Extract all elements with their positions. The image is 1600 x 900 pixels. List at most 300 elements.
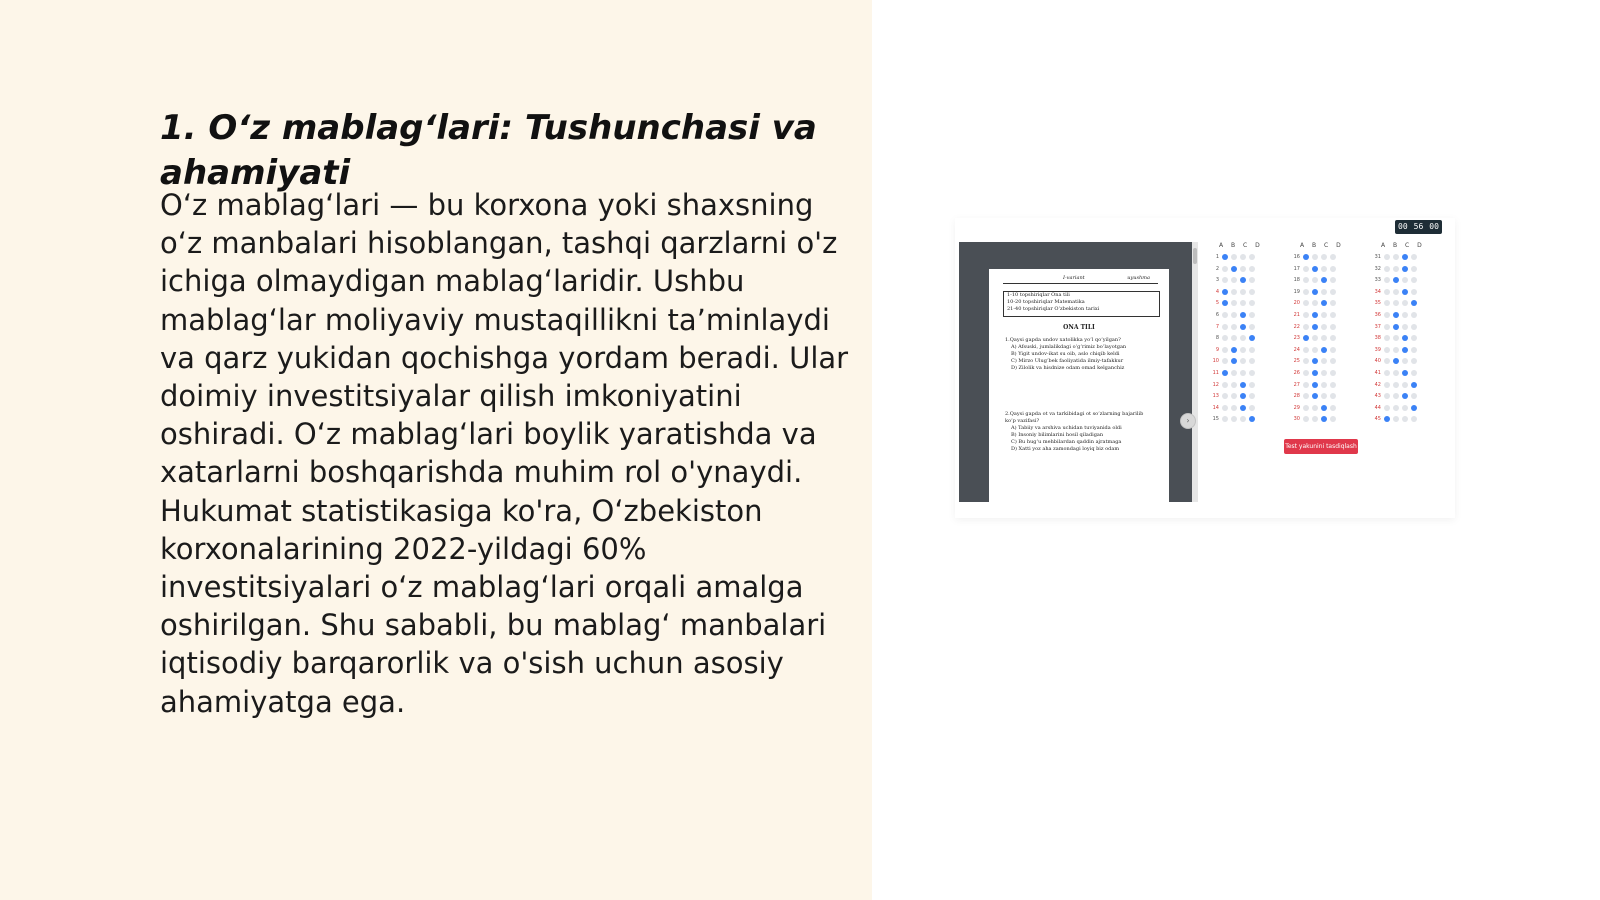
answer-options-header: A B C D [1381, 242, 1425, 249]
answer-row [1207, 322, 1258, 332]
answer-bubble[interactable] [1240, 416, 1246, 422]
question-number: 30 [1293, 416, 1300, 423]
answer-bubble[interactable] [1222, 370, 1228, 376]
answer-bubble[interactable] [1402, 324, 1408, 330]
timer-minutes: 56 [1413, 222, 1424, 231]
answer-bubble[interactable] [1240, 266, 1246, 272]
answer-bubble[interactable] [1384, 370, 1390, 376]
answer-bubble[interactable] [1330, 382, 1336, 388]
answer-bubble[interactable] [1231, 300, 1237, 306]
answer-bubble[interactable] [1312, 266, 1318, 272]
answer-row [1369, 275, 1420, 285]
answer-bubble[interactable] [1222, 289, 1228, 295]
schedule-row: 1-10 topshiriqlar Ona tili [1007, 292, 1070, 298]
answer-bubble[interactable] [1303, 266, 1309, 272]
answer-bubble[interactable] [1384, 405, 1390, 411]
answer-bubble[interactable] [1321, 358, 1327, 364]
answer-bubble[interactable] [1312, 335, 1318, 341]
answer-bubble[interactable] [1330, 393, 1336, 399]
answer-bubble[interactable] [1330, 347, 1336, 353]
answer-bubble[interactable] [1321, 347, 1327, 353]
answer-bubble[interactable] [1249, 254, 1255, 260]
answer-bubble[interactable] [1303, 277, 1309, 283]
question-number: 2 [1215, 265, 1219, 272]
answer-bubble[interactable] [1384, 254, 1390, 260]
answer-bubble[interactable] [1402, 370, 1408, 376]
answer-bubble[interactable] [1384, 382, 1390, 388]
question-option: A) Tabiiy va arshiva uchidan tuviyanida oldi [1011, 425, 1122, 431]
answer-row [1207, 252, 1258, 262]
answer-row [1369, 391, 1420, 401]
answer-row [1288, 368, 1339, 378]
answer-bubble[interactable] [1312, 300, 1318, 306]
answer-row [1288, 298, 1339, 308]
answer-row [1369, 345, 1420, 355]
answer-row [1207, 380, 1258, 390]
question-option: B) Yigit undov-ikat su oib, aslo chiqib keldi [1011, 351, 1120, 357]
answer-bubble[interactable] [1402, 393, 1408, 399]
answer-bubble[interactable] [1222, 358, 1228, 364]
answer-bubble[interactable] [1393, 335, 1399, 341]
question-number: 23 [1293, 335, 1300, 342]
answer-row [1207, 287, 1258, 297]
question-number: 1 [1215, 254, 1219, 260]
answer-bubble[interactable] [1330, 254, 1336, 260]
answer-row [1369, 380, 1420, 390]
answer-bubble[interactable] [1321, 254, 1327, 260]
answer-bubble[interactable] [1303, 254, 1309, 260]
answer-bubble[interactable] [1402, 347, 1408, 353]
answer-row [1288, 356, 1339, 366]
answer-bubble[interactable] [1411, 277, 1417, 283]
answer-bubble[interactable] [1321, 416, 1327, 422]
answer-bubble[interactable] [1384, 393, 1390, 399]
answer-bubble[interactable] [1222, 312, 1228, 318]
answer-bubble[interactable] [1402, 289, 1408, 295]
answer-bubble[interactable] [1411, 335, 1417, 341]
answer-bubble[interactable] [1393, 405, 1399, 411]
answer-bubble[interactable] [1330, 335, 1336, 341]
answer-row [1288, 275, 1339, 285]
answer-bubble[interactable] [1303, 300, 1309, 306]
finish-test-button[interactable]: Test yakunini tasdiqlash [1284, 439, 1358, 454]
answer-bubble[interactable] [1402, 405, 1408, 411]
answer-bubble[interactable] [1384, 358, 1390, 364]
question-number: 27 [1293, 381, 1300, 388]
schedule-table [1003, 291, 1160, 317]
answer-row [1369, 368, 1420, 378]
answer-bubble[interactable] [1249, 312, 1255, 318]
answer-bubble[interactable] [1384, 277, 1390, 283]
answer-bubble[interactable] [1384, 312, 1390, 318]
answer-bubble[interactable] [1393, 254, 1399, 260]
question-number: 42 [1374, 381, 1381, 388]
page-header [1003, 277, 1158, 284]
answer-bubble[interactable] [1393, 382, 1399, 388]
question-number: 38 [1374, 335, 1381, 342]
viewer-scrollbar[interactable] [1192, 242, 1198, 502]
answer-bubble[interactable] [1312, 358, 1318, 364]
question-option: B) Insoniy bilimlarini hosil qiladigan [1011, 432, 1104, 438]
question-number: 10 [1212, 358, 1219, 365]
question-option: C) Mirzo Ulug‘bek faoliyatida ilmiy-tafakkur [1011, 358, 1124, 364]
question-1-text: 1.Qaysi gapda undov xatolikka yo‘l qo‘yilgan? [1005, 337, 1121, 343]
answer-bubble[interactable] [1411, 405, 1417, 411]
answer-bubble[interactable] [1384, 335, 1390, 341]
question-number: 39 [1374, 346, 1381, 353]
answer-row [1207, 264, 1258, 274]
question-number: 40 [1374, 358, 1381, 365]
slide-heading: 1. O‘z mablag‘lari: Tushunchasi va ahamiyati [160, 108, 817, 193]
question-2 [1005, 411, 1155, 453]
question-number: 32 [1374, 265, 1381, 272]
answer-bubble[interactable] [1240, 300, 1246, 306]
answer-bubble[interactable] [1303, 416, 1309, 422]
answer-bubble[interactable] [1303, 393, 1309, 399]
answer-bubble[interactable] [1393, 266, 1399, 272]
answer-bubble[interactable] [1321, 370, 1327, 376]
answer-bubble[interactable] [1240, 382, 1246, 388]
answer-bubble[interactable] [1312, 370, 1318, 376]
answer-bubble[interactable] [1240, 358, 1246, 364]
answer-bubble[interactable] [1222, 405, 1228, 411]
answer-bubble[interactable] [1312, 405, 1318, 411]
answer-bubble[interactable] [1393, 393, 1399, 399]
answer-bubble[interactable] [1249, 324, 1255, 330]
question-number: 26 [1293, 370, 1300, 376]
answer-bubble[interactable] [1240, 370, 1246, 376]
answer-bubble[interactable] [1240, 405, 1246, 411]
answer-bubble[interactable] [1312, 324, 1318, 330]
answer-bubble[interactable] [1222, 382, 1228, 388]
answer-row [1369, 322, 1420, 332]
answer-bubble[interactable] [1411, 382, 1417, 388]
answer-bubble[interactable] [1312, 254, 1318, 260]
question-1 [1005, 337, 1155, 372]
answer-bubble[interactable] [1384, 289, 1390, 295]
answer-bubble[interactable] [1303, 382, 1309, 388]
schedule-row: 10-20 topshiriqlar Matematika [1007, 299, 1085, 305]
schedule-row: 21-40 topshiriqlar O‘zbekiston tarixi [1007, 306, 1100, 312]
answer-bubble[interactable] [1321, 312, 1327, 318]
answer-row [1288, 252, 1339, 262]
answer-bubble[interactable] [1384, 300, 1390, 306]
answer-bubble[interactable] [1393, 324, 1399, 330]
question-number: 36 [1374, 312, 1381, 318]
answer-bubble[interactable] [1321, 393, 1327, 399]
question-number: 25 [1293, 358, 1300, 365]
question-number: 13 [1212, 393, 1219, 400]
question-number: 37 [1374, 323, 1381, 330]
answer-bubble[interactable] [1330, 266, 1336, 272]
question-number: 29 [1293, 404, 1300, 411]
answer-row [1288, 403, 1339, 413]
question-number: 4 [1215, 288, 1219, 295]
answer-bubble[interactable] [1321, 289, 1327, 295]
answer-bubble[interactable] [1402, 300, 1408, 306]
answer-row [1369, 414, 1420, 424]
question-number: 9 [1215, 346, 1219, 353]
question-number: 16 [1293, 254, 1300, 260]
answer-row [1207, 391, 1258, 401]
answer-bubble[interactable] [1240, 335, 1246, 341]
answer-row [1288, 322, 1339, 332]
answer-bubble[interactable] [1231, 416, 1237, 422]
document-viewer [959, 242, 1194, 502]
question-number: 18 [1293, 277, 1300, 284]
answer-bubble[interactable] [1222, 393, 1228, 399]
question-number: 20 [1293, 300, 1300, 307]
answer-bubble[interactable] [1249, 358, 1255, 364]
answer-row [1369, 403, 1420, 413]
answer-bubble[interactable] [1231, 277, 1237, 283]
answer-bubble[interactable] [1231, 370, 1237, 376]
answer-bubble[interactable] [1411, 393, 1417, 399]
answer-options-header: A B C D [1219, 242, 1263, 249]
answer-bubble[interactable] [1222, 266, 1228, 272]
answer-row [1207, 310, 1258, 320]
answer-row [1207, 275, 1258, 285]
question-number: 41 [1374, 370, 1381, 376]
answer-bubble[interactable] [1384, 416, 1390, 422]
question-number: 3 [1215, 277, 1219, 284]
answer-bubble[interactable] [1249, 289, 1255, 295]
question-number: 44 [1374, 404, 1381, 411]
answer-bubble[interactable] [1402, 254, 1408, 260]
answer-bubble[interactable] [1393, 300, 1399, 306]
question-number: 35 [1374, 300, 1381, 307]
question-number: 34 [1374, 288, 1381, 295]
subject-title: ONA TILI [1063, 324, 1095, 331]
answer-bubble[interactable] [1303, 370, 1309, 376]
question-number: 17 [1293, 265, 1300, 272]
answer-bubble[interactable] [1240, 312, 1246, 318]
answer-row [1207, 403, 1258, 413]
answer-bubble[interactable] [1312, 347, 1318, 353]
question-number: 11 [1212, 370, 1219, 376]
answer-bubble[interactable] [1231, 254, 1237, 260]
answer-bubble[interactable] [1303, 324, 1309, 330]
question-number: 33 [1374, 277, 1381, 284]
answer-bubble[interactable] [1249, 277, 1255, 283]
answer-bubble[interactable] [1330, 277, 1336, 283]
answer-bubble[interactable] [1312, 393, 1318, 399]
answer-bubble[interactable] [1240, 289, 1246, 295]
answer-bubble[interactable] [1249, 335, 1255, 341]
answer-bubble[interactable] [1231, 393, 1237, 399]
answer-bubble[interactable] [1303, 335, 1309, 341]
question-number: 8 [1215, 335, 1219, 342]
answer-bubble[interactable] [1402, 335, 1408, 341]
answer-bubble[interactable] [1249, 300, 1255, 306]
answer-options-header: A B C D [1300, 242, 1344, 249]
question-number: 5 [1215, 300, 1219, 307]
answer-bubble[interactable] [1240, 347, 1246, 353]
question-number: 6 [1215, 312, 1219, 318]
answer-bubble[interactable] [1393, 358, 1399, 364]
question-number: 24 [1293, 346, 1300, 353]
answer-bubble[interactable] [1303, 405, 1309, 411]
answer-row [1288, 310, 1339, 320]
answer-bubble[interactable] [1231, 382, 1237, 388]
answer-bubble[interactable] [1402, 382, 1408, 388]
answer-bubble[interactable] [1321, 335, 1327, 341]
page-header-left: I-variant [1063, 275, 1085, 281]
answer-bubble[interactable] [1402, 416, 1408, 422]
test-page [989, 269, 1169, 502]
answer-bubble[interactable] [1249, 266, 1255, 272]
answer-bubble[interactable] [1411, 289, 1417, 295]
question-number: 7 [1215, 323, 1219, 330]
question-number: 21 [1293, 312, 1300, 318]
timer-seconds: 00 [1429, 222, 1439, 231]
answer-bubble[interactable] [1222, 347, 1228, 353]
question-number: 15 [1212, 416, 1219, 423]
answer-bubble[interactable] [1393, 347, 1399, 353]
answer-row [1207, 414, 1258, 424]
timer-hours: 00 [1398, 222, 1408, 231]
answer-bubble[interactable] [1321, 266, 1327, 272]
answer-bubble[interactable] [1249, 416, 1255, 422]
answer-bubble[interactable] [1402, 266, 1408, 272]
answer-bubble[interactable] [1402, 277, 1408, 283]
answer-row [1207, 368, 1258, 378]
answer-row [1288, 287, 1339, 297]
answer-bubble[interactable] [1222, 416, 1228, 422]
answer-bubble[interactable] [1384, 324, 1390, 330]
page-nav-button[interactable]: › [1180, 413, 1196, 429]
answer-bubble[interactable] [1249, 405, 1255, 411]
answer-row [1288, 264, 1339, 274]
question-option: D) Zilolik va hisdnize odam omad kelganchiz [1011, 365, 1125, 371]
answer-bubble[interactable] [1393, 277, 1399, 283]
answer-bubble[interactable] [1393, 289, 1399, 295]
answer-bubble[interactable] [1222, 324, 1228, 330]
answer-bubble[interactable] [1249, 370, 1255, 376]
answer-bubble[interactable] [1330, 324, 1336, 330]
answer-bubble[interactable] [1312, 416, 1318, 422]
answer-bubble[interactable] [1303, 312, 1309, 318]
answer-bubble[interactable] [1393, 416, 1399, 422]
answer-bubble[interactable] [1321, 300, 1327, 306]
answer-row [1207, 298, 1258, 308]
answer-bubble[interactable] [1330, 416, 1336, 422]
question-number: 19 [1293, 288, 1300, 295]
question-number: 22 [1293, 323, 1300, 330]
answer-row [1369, 298, 1420, 308]
question-2-text: 2.Qaysi gapda ot va tarkibidagi ot so‘zlarning bajarilib ko‘p vazifasi? [1005, 411, 1144, 424]
scrollbar-thumb[interactable] [1193, 248, 1197, 264]
answer-row [1369, 252, 1420, 262]
answer-bubble[interactable] [1303, 289, 1309, 295]
answer-bubble[interactable] [1303, 347, 1309, 353]
answer-bubble[interactable] [1231, 358, 1237, 364]
answer-bubble[interactable] [1330, 358, 1336, 364]
answer-bubble[interactable] [1222, 300, 1228, 306]
question-option: D) Xatti yoz aha zamondagi loyiq biz odam [1011, 446, 1120, 452]
question-number: 43 [1374, 393, 1381, 400]
answer-bubble[interactable] [1231, 324, 1237, 330]
answer-bubble[interactable] [1240, 393, 1246, 399]
answer-bubble[interactable] [1330, 289, 1336, 295]
answer-bubble[interactable] [1222, 277, 1228, 283]
question-number: 28 [1293, 393, 1300, 400]
answer-bubble[interactable] [1312, 382, 1318, 388]
question-number: 31 [1374, 254, 1381, 260]
question-option: A) Afsuski, jumlalikdagi o‘g‘rimiz bo‘layotgan [1011, 344, 1127, 350]
answer-bubble[interactable] [1231, 405, 1237, 411]
answer-bubble[interactable] [1231, 347, 1237, 353]
answer-bubble[interactable] [1321, 324, 1327, 330]
answer-bubble[interactable] [1411, 300, 1417, 306]
answer-row [1288, 380, 1339, 390]
answer-bubble[interactable] [1384, 347, 1390, 353]
answer-bubble[interactable] [1240, 324, 1246, 330]
answer-bubble[interactable] [1240, 277, 1246, 283]
answer-bubble[interactable] [1321, 382, 1327, 388]
answer-bubble[interactable] [1393, 312, 1399, 318]
answer-bubble[interactable] [1330, 405, 1336, 411]
answer-bubble[interactable] [1393, 370, 1399, 376]
answer-bubble[interactable] [1402, 312, 1408, 318]
answer-bubble[interactable] [1312, 277, 1318, 283]
answer-bubble[interactable] [1330, 370, 1336, 376]
test-screenshot-figure [955, 218, 1455, 518]
answer-bubble[interactable] [1222, 335, 1228, 341]
answer-bubble[interactable] [1231, 289, 1237, 295]
answer-bubble[interactable] [1303, 358, 1309, 364]
answer-bubble[interactable] [1231, 335, 1237, 341]
answer-bubble[interactable] [1411, 312, 1417, 318]
answer-bubble[interactable] [1384, 266, 1390, 272]
answer-bubble[interactable] [1411, 324, 1417, 330]
answer-bubble[interactable] [1411, 266, 1417, 272]
answer-row [1207, 333, 1258, 343]
answer-bubble[interactable] [1231, 266, 1237, 272]
answer-bubble[interactable] [1330, 300, 1336, 306]
answer-bubble[interactable] [1330, 312, 1336, 318]
answer-bubble[interactable] [1249, 393, 1255, 399]
answer-row [1288, 391, 1339, 401]
answer-bubble[interactable] [1411, 347, 1417, 353]
answer-bubble[interactable] [1249, 382, 1255, 388]
answer-bubble[interactable] [1240, 254, 1246, 260]
answer-bubble[interactable] [1402, 358, 1408, 364]
answer-bubble[interactable] [1321, 405, 1327, 411]
question-number: 45 [1374, 416, 1381, 423]
answer-row [1288, 333, 1339, 343]
question-number: 12 [1212, 381, 1219, 388]
answer-row [1288, 414, 1339, 424]
answer-bubble[interactable] [1411, 254, 1417, 260]
answer-bubble[interactable] [1411, 416, 1417, 422]
answer-bubble[interactable] [1231, 312, 1237, 318]
answer-bubble[interactable] [1222, 254, 1228, 260]
answer-bubble[interactable] [1321, 277, 1327, 283]
answer-bubble[interactable] [1249, 347, 1255, 353]
answer-bubble[interactable] [1312, 289, 1318, 295]
answer-row [1207, 356, 1258, 366]
answer-bubble[interactable] [1312, 312, 1318, 318]
answer-row [1369, 287, 1420, 297]
question-option: C) Bu hug‘u mehbilardan qaddin ajratmaga [1011, 439, 1122, 445]
answer-row [1369, 264, 1420, 274]
answer-bubble[interactable] [1411, 370, 1417, 376]
answer-row [1207, 345, 1258, 355]
slide-body-text: O‘z mablag‘lari — bu korxona yoki shaxsning o‘z manbalari hisoblangan, tashqi qarzlarni o'z ichiga olmaydigan mablag‘laridir. Ushbu mablag‘lar moliyaviy mustaqillikni ta’minlaydi va qarz yukidan qochishga yordam beradi. Ular doimiy investitsiyalar qilish imkoniyatini oshiradi. O‘z mablag‘lari boylik yaratishda va xatarlarni boshqarishda muhim rol o'ynaydi. Hukumat statistikasiga ko'ra, O‘zbekiston korxonalarining 2022-yildagi 60% investitsiyalari o‘z mablag‘lari orqali amalga oshirilgan. Shu sababli, bu mablag‘ manbalari iqtisodiy barqarorlik va o'sish uchun asosiy ahamiyatga ega. [160, 188, 849, 719]
question-number: 14 [1212, 404, 1219, 411]
answer-bubble[interactable] [1411, 358, 1417, 364]
